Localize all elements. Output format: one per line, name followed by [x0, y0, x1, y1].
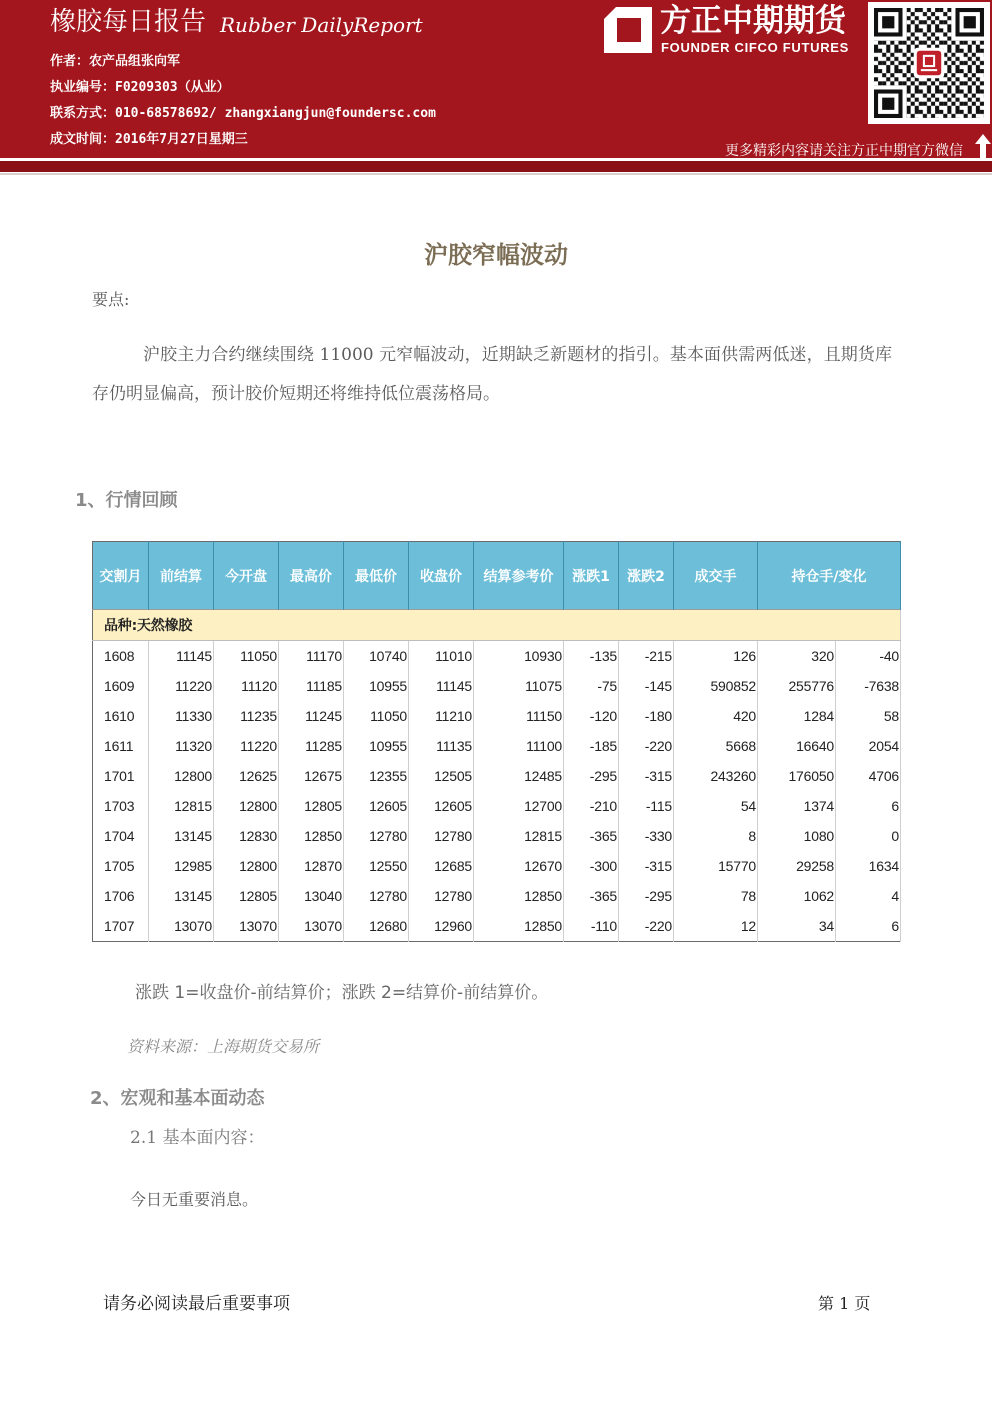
column-header-open-interest: 持仓手/变化	[758, 542, 901, 610]
cell-change-2: -115	[619, 791, 674, 821]
cell-oi-change: 6	[836, 911, 901, 942]
column-header-close: 收盘价	[409, 542, 474, 610]
cell-settle-ref: 12850	[474, 911, 564, 942]
cell-open-interest: 320	[758, 641, 836, 672]
table-row	[93, 821, 901, 851]
cell-high: 11245	[279, 701, 344, 731]
cell-settle-ref: 11100	[474, 731, 564, 761]
cell-low: 10740	[344, 641, 409, 672]
table-row	[93, 791, 901, 821]
market-data-table	[92, 541, 901, 942]
cell-prev-settle: 13070	[149, 911, 214, 942]
report-title: 沪胶窄幅波动	[424, 241, 568, 269]
license-line: 执业编号：F0209303（从业）	[50, 80, 230, 95]
cell-open: 12800	[214, 791, 279, 821]
column-header-change-1: 涨跌1	[564, 542, 619, 610]
qr-code	[868, 2, 990, 124]
cell-low: 11050	[344, 701, 409, 731]
subsection-heading-fundamentals: 2.1 基本面内容：	[130, 1128, 265, 1148]
cell-volume: 590852	[674, 671, 758, 701]
cell-volume: 78	[674, 881, 758, 911]
cell-close: 12960	[409, 911, 474, 942]
footer-notice: 请务必阅读最后重要事项	[103, 1294, 290, 1314]
cell-low: 12605	[344, 791, 409, 821]
contact-line: 联系方式：010-68578692/ zhangxiangjun@foundersc.com	[50, 106, 436, 121]
cell-change-1: -300	[564, 851, 619, 881]
cell-change-2: -220	[619, 731, 674, 761]
cell-contract-month: 1610	[93, 701, 149, 731]
cell-close: 12605	[409, 791, 474, 821]
cell-low: 12780	[344, 881, 409, 911]
cell-settle-ref: 11075	[474, 671, 564, 701]
wechat-follow-note: 更多精彩内容请关注方正中期官方微信	[725, 143, 963, 159]
cell-open-interest: 1080	[758, 821, 836, 851]
cell-contract-month: 1704	[93, 821, 149, 851]
cell-high: 12675	[279, 761, 344, 791]
cell-open: 11050	[214, 641, 279, 672]
cell-settle-ref: 12670	[474, 851, 564, 881]
cell-open: 12800	[214, 851, 279, 881]
table-row	[93, 851, 901, 881]
cell-high: 11185	[279, 671, 344, 701]
cell-oi-change: 0	[836, 821, 901, 851]
table-header-row	[93, 542, 901, 610]
cell-settle-ref: 12850	[474, 881, 564, 911]
cell-open-interest: 16640	[758, 731, 836, 761]
cell-change-1: -185	[564, 731, 619, 761]
cell-prev-settle: 11145	[149, 641, 214, 672]
cell-prev-settle: 11330	[149, 701, 214, 731]
cell-close: 12780	[409, 821, 474, 851]
company-logo-text-en: FOUNDER CIFCO FUTURES	[661, 40, 850, 55]
cell-change-1: -210	[564, 791, 619, 821]
cell-open: 11235	[214, 701, 279, 731]
cell-contract-month: 1707	[93, 911, 149, 942]
cell-open-interest: 1284	[758, 701, 836, 731]
cell-high: 12870	[279, 851, 344, 881]
cell-open-interest: 34	[758, 911, 836, 942]
cell-change-2: -215	[619, 641, 674, 672]
category-row	[93, 610, 901, 641]
cell-prev-settle: 12815	[149, 791, 214, 821]
cell-close: 12505	[409, 761, 474, 791]
cell-volume: 15770	[674, 851, 758, 881]
cell-high: 13070	[279, 911, 344, 942]
cell-change-1: -135	[564, 641, 619, 672]
cell-open-interest: 29258	[758, 851, 836, 881]
table-note: 涨跌 1=收盘价-前结算价；涨跌 2=结算价-前结算价。	[135, 983, 549, 1003]
cell-settle-ref: 12485	[474, 761, 564, 791]
table-row	[93, 761, 901, 791]
cell-low: 12680	[344, 911, 409, 942]
cell-settle-ref: 10930	[474, 641, 564, 672]
table-row	[93, 701, 901, 731]
cell-change-2: -145	[619, 671, 674, 701]
cell-oi-change: 4	[836, 881, 901, 911]
table-body	[93, 610, 901, 942]
cell-contract-month: 1706	[93, 881, 149, 911]
section-heading-macro: 2、宏观和基本面动态	[90, 1088, 265, 1109]
cell-open-interest: 1374	[758, 791, 836, 821]
report-series-title: 橡胶每日报告	[50, 7, 207, 37]
cell-settle-ref: 12815	[474, 821, 564, 851]
table-head	[93, 542, 901, 610]
cell-prev-settle: 11220	[149, 671, 214, 701]
cell-open: 11220	[214, 731, 279, 761]
cell-open: 13070	[214, 911, 279, 942]
table-row	[93, 911, 901, 942]
cell-change-1: -295	[564, 761, 619, 791]
cell-contract-month: 1701	[93, 761, 149, 791]
cell-change-1: -365	[564, 821, 619, 851]
cell-low: 10955	[344, 671, 409, 701]
cell-contract-month: 1705	[93, 851, 149, 881]
cell-change-2: -330	[619, 821, 674, 851]
cell-change-2: -220	[619, 911, 674, 942]
table-row	[93, 641, 901, 672]
column-header-high: 最高价	[279, 542, 344, 610]
cell-volume: 420	[674, 701, 758, 731]
cell-oi-change: -40	[836, 641, 901, 672]
cell-volume: 54	[674, 791, 758, 821]
cell-volume: 126	[674, 641, 758, 672]
cell-change-2: -315	[619, 851, 674, 881]
cell-settle-ref: 11150	[474, 701, 564, 731]
cell-high: 12805	[279, 791, 344, 821]
table-row	[93, 731, 901, 761]
cell-contract-month: 1609	[93, 671, 149, 701]
cell-volume: 8	[674, 821, 758, 851]
column-header-volume: 成交手	[674, 542, 758, 610]
table-row	[93, 671, 901, 701]
cell-prev-settle: 12800	[149, 761, 214, 791]
cell-settle-ref: 12700	[474, 791, 564, 821]
cell-close: 12685	[409, 851, 474, 881]
column-header-low: 最低价	[344, 542, 409, 610]
cell-contract-month: 1611	[93, 731, 149, 761]
cell-open: 12625	[214, 761, 279, 791]
cell-oi-change: 2054	[836, 731, 901, 761]
cell-low: 10955	[344, 731, 409, 761]
cell-low: 12550	[344, 851, 409, 881]
cell-contract-month: 1608	[93, 641, 149, 672]
cell-high: 13040	[279, 881, 344, 911]
cell-low: 12355	[344, 761, 409, 791]
cell-oi-change: 1634	[836, 851, 901, 881]
cell-open-interest: 1062	[758, 881, 836, 911]
summary-paragraph: 沪胶主力合约继续围绕 11000 元窄幅波动，近期缺乏新题材的指引。基本面供需两低迷，且期货库存仍明显偏高，预计胶价短期还将维持低位震荡格局。	[92, 345, 892, 404]
report-series-title-en: Rubber DailyReport	[220, 13, 423, 37]
cell-open-interest: 255776	[758, 671, 836, 701]
cell-high: 11170	[279, 641, 344, 672]
cell-open: 12805	[214, 881, 279, 911]
date-line: 成文时间：2016年7月27日星期三	[50, 132, 248, 147]
cell-open: 11120	[214, 671, 279, 701]
fundamentals-body: 今日无重要消息。	[130, 1190, 259, 1209]
column-header-prev-settle: 前结算	[149, 542, 214, 610]
cell-high: 12850	[279, 821, 344, 851]
founder-logo-icon	[604, 7, 652, 53]
author-line: 作者：农产品组张向军	[50, 54, 181, 69]
category-label: 品种:天然橡胶	[93, 610, 901, 641]
cell-contract-month: 1703	[93, 791, 149, 821]
cell-prev-settle: 12985	[149, 851, 214, 881]
company-logo-text: 方正中期期货	[660, 3, 846, 39]
cell-close: 11010	[409, 641, 474, 672]
cell-high: 11285	[279, 731, 344, 761]
cell-close: 11135	[409, 731, 474, 761]
column-header-contract-month: 交割月	[93, 542, 149, 610]
column-header-settle-ref: 结算参考价	[474, 542, 564, 610]
section-heading-market-review: 1、行情回顾	[75, 490, 178, 511]
page-number: 第 1 页	[818, 1294, 871, 1313]
header-divider	[0, 173, 992, 175]
cell-change-1: -365	[564, 881, 619, 911]
cell-oi-change: 4706	[836, 761, 901, 791]
cell-change-2: -180	[619, 701, 674, 731]
cell-close: 11145	[409, 671, 474, 701]
cell-prev-settle: 13145	[149, 881, 214, 911]
data-source: 资料来源：上海期货交易所	[127, 1037, 320, 1056]
cell-low: 12780	[344, 821, 409, 851]
cell-oi-change: -7638	[836, 671, 901, 701]
header-stripe	[0, 161, 992, 172]
cell-close: 12780	[409, 881, 474, 911]
column-header-open: 今开盘	[214, 542, 279, 610]
cell-prev-settle: 11320	[149, 731, 214, 761]
column-header-change-2: 涨跌2	[619, 542, 674, 610]
cell-volume: 12	[674, 911, 758, 942]
cell-close: 11210	[409, 701, 474, 731]
cell-oi-change: 58	[836, 701, 901, 731]
cell-prev-settle: 13145	[149, 821, 214, 851]
cell-open-interest: 176050	[758, 761, 836, 791]
table-row	[93, 881, 901, 911]
arrow-up-icon	[975, 134, 991, 160]
cell-oi-change: 6	[836, 791, 901, 821]
cell-change-1: -110	[564, 911, 619, 942]
cell-change-2: -295	[619, 881, 674, 911]
key-points-label: 要点:	[92, 290, 130, 309]
cell-change-1: -120	[564, 701, 619, 731]
cell-volume: 243260	[674, 761, 758, 791]
cell-open: 12830	[214, 821, 279, 851]
cell-change-2: -315	[619, 761, 674, 791]
cell-volume: 5668	[674, 731, 758, 761]
cell-change-1: -75	[564, 671, 619, 701]
